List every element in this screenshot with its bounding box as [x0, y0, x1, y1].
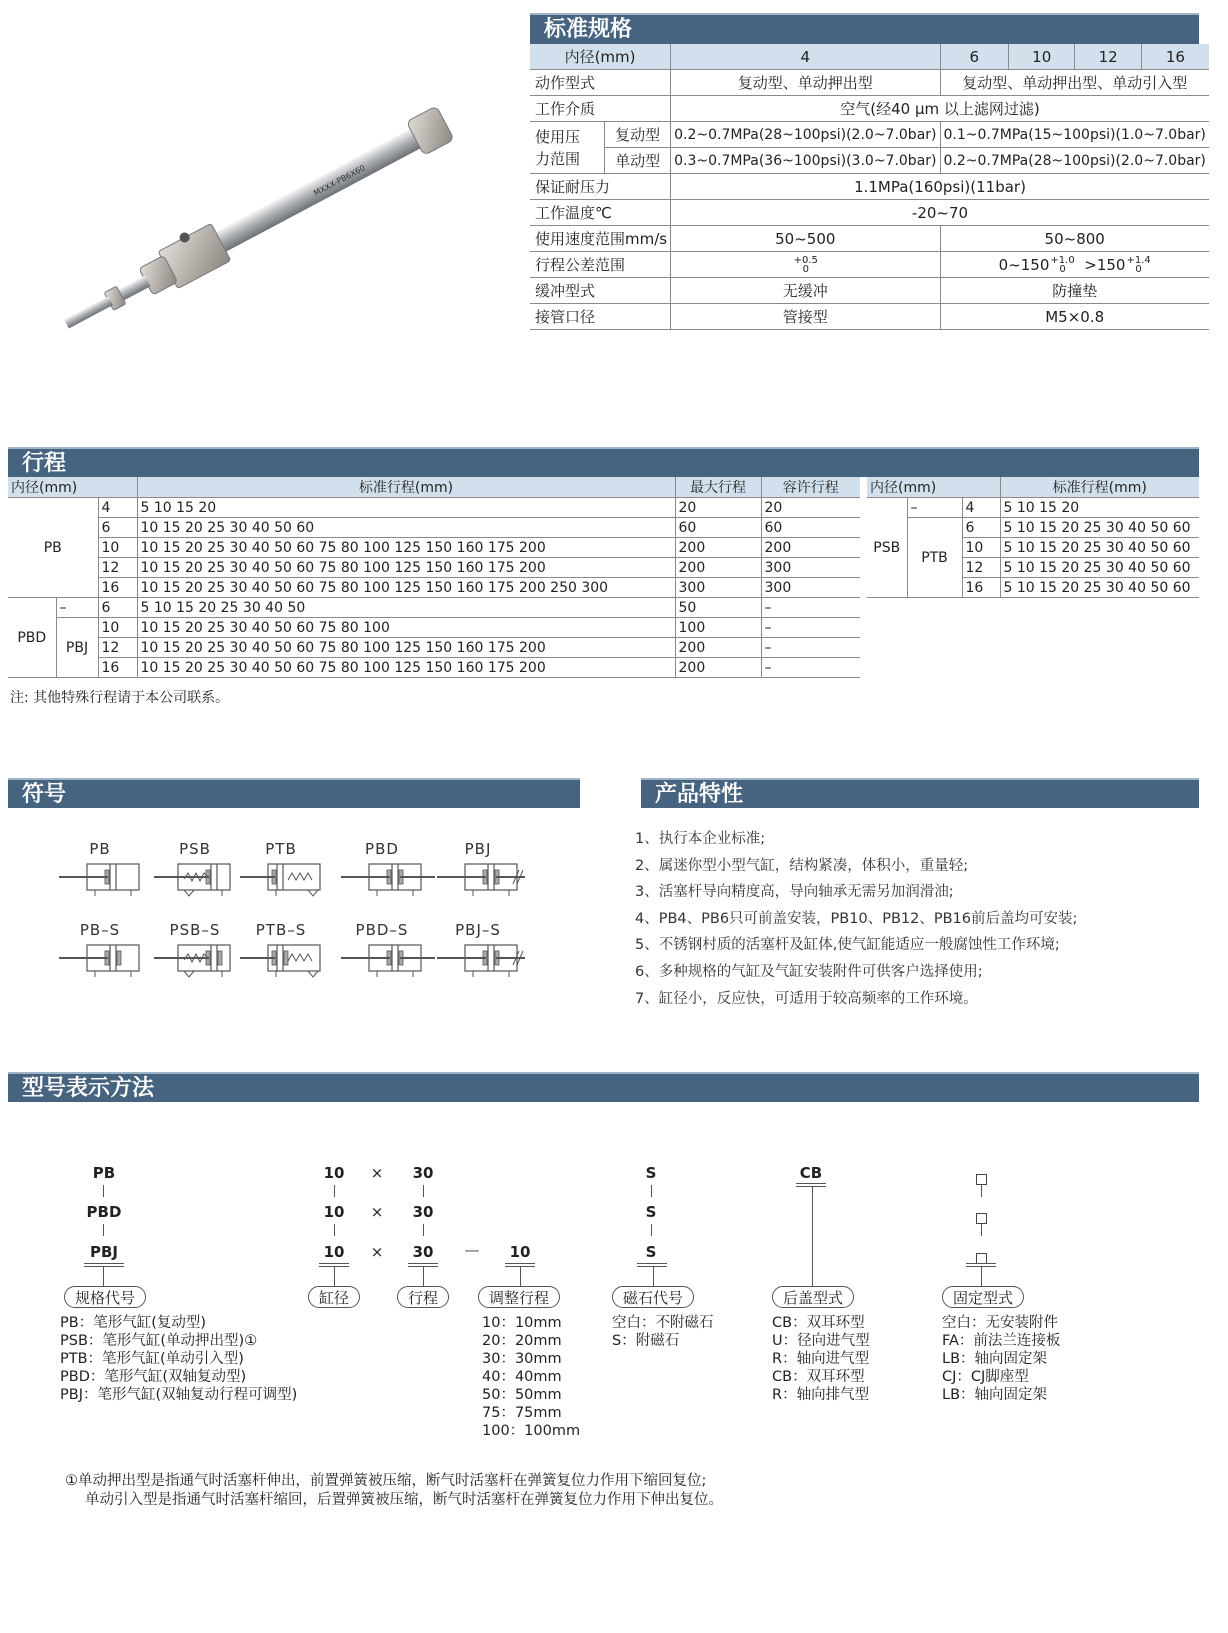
- stroke-note: 注: 其他特殊行程请于本公司联系。: [10, 690, 230, 706]
- table-row: 12 10 15 20 25 30 40 50 60 75 80 100 125 150 160 175 200 200 300: [8, 558, 860, 578]
- symbol-label: PBJ–S: [455, 921, 501, 939]
- table-row: 16 5 10 15 20 25 30 40 50 60: [867, 578, 1199, 598]
- symbol-pbd: [337, 840, 427, 904]
- stroke-section-header: 行程: [8, 447, 1199, 477]
- cylinder-symbol-icon: [150, 939, 250, 981]
- cylinder-symbol-icon: [236, 939, 336, 981]
- pressure-label-1: 使用压: [535, 127, 581, 146]
- symbol-label: PBD: [365, 840, 399, 858]
- ptb-group-label: PTB: [907, 518, 962, 598]
- code-series-pb: PB: [92, 1164, 116, 1182]
- symbol-pbj: [433, 840, 523, 904]
- spec-row-speed: 使用速度范围mm/s 50~500 50~800: [530, 226, 1209, 252]
- feature-item: 5、不锈钢村质的活塞杆及缸体,使气缸能适应一般腐蚀性工作环境;: [635, 937, 1060, 954]
- rear-cover-pill: 后盖型式: [772, 1286, 854, 1308]
- adjust-stroke-pill: 调整行程: [478, 1286, 560, 1308]
- mount-type-list: 空白：无安装附件 FA：前法兰连接板 LB：轴向固定架 CJ：CJ脚座型 LB：轴向固定架: [942, 1315, 1061, 1403]
- spec-row-proof: 保证耐压力 1.1MPa(160psi)(11bar): [530, 174, 1209, 200]
- code-series-pbd: PBD: [86, 1203, 122, 1221]
- magnet-code-pill: 磁石代号: [612, 1286, 694, 1308]
- symbol-ptb: [236, 840, 326, 904]
- pressure-label-2: 力范围: [535, 149, 581, 168]
- spec-row-port: 接管口径 管接型 M5×0.8: [530, 304, 1209, 330]
- spec-row-temp: 工作温度℃ -20~70: [530, 200, 1209, 226]
- model-section-header: 型号表示方法: [8, 1072, 1199, 1102]
- bore-12: 12: [1075, 44, 1141, 70]
- code-adjust: 10: [509, 1243, 531, 1261]
- feature-item: 3、活塞杆导向精度高，导向轴承无需另加润滑油;: [635, 884, 954, 901]
- pbd-group-label: PBD: [8, 598, 56, 678]
- symbol-pbd-s: [337, 921, 427, 985]
- stroke-table-right: 内径(mm) 标准行程(mm) PSB – 4 5 10 15 20 PTB 6 5 10 15 20 25 30 40 50 60 10 5 10 15 20 25 30 40 50 60 12 5 10 15 20 25 30 40 50 60 16 5 10 15 20 25 30 40 50 60: [867, 477, 1199, 598]
- bore-10: 10: [1009, 44, 1075, 70]
- bore-16: 16: [1141, 44, 1209, 70]
- spec-row-tolerance: 行程公差范围 $^{+0.5 0}$ 0~150 $^{+1.0 0}$ >150 $^{+1.4 0}$: [530, 252, 1209, 278]
- feature-item: 1、执行本企业标准;: [635, 831, 766, 847]
- symbol-ptb-s: [236, 921, 326, 985]
- cylinder-symbol-icon: [433, 939, 533, 981]
- table-row: 16 10 15 20 25 30 40 50 60 75 80 100 125 150 160 175 200 200 –: [8, 658, 860, 678]
- symbol-pb: [55, 840, 145, 904]
- table-row: 12 5 10 15 20 25 30 40 50 60: [867, 558, 1199, 578]
- symbol-label: PBJ: [464, 840, 492, 858]
- symbol-label: PTB: [265, 840, 297, 858]
- symbol-pb-s: [55, 921, 145, 985]
- table-row: 6 10 15 20 25 30 40 50 60 60 60: [8, 518, 860, 538]
- cylinder-symbol-icon: [150, 858, 250, 900]
- feature-item: 6、多种规格的气缸及气缸安装附件可供客户选择使用;: [635, 963, 983, 980]
- table-row: 10 10 15 20 25 30 40 50 60 75 80 100 125 150 160 175 200 200 200: [8, 538, 860, 558]
- symbol-pbj-s: [433, 921, 523, 985]
- svg-text:MXXX-PB6X60: MXXX-PB6X60: [312, 163, 367, 198]
- feature-item: 4、PB4、PB6只可前盖安装，PB10、PB12、PB16前后盖均可安装;: [635, 910, 1078, 927]
- table-row: PBJ 10 10 15 20 25 30 40 50 60 75 80 100 100 –: [8, 618, 860, 638]
- features-list: [635, 826, 1077, 1012]
- symbol-label: PB–S: [79, 921, 121, 939]
- bore-pill: 缸径: [308, 1286, 360, 1308]
- cylinder-product-image: [50, 95, 490, 340]
- feature-item: 2、属迷你型小型气缸，结构紧凑，体积小，重量轻;: [635, 857, 969, 874]
- mount-type-pill: 固定型式: [942, 1286, 1024, 1308]
- feature-item: 7、缸径小，反应快，可适用于较高频率的工作环境。: [635, 990, 978, 1007]
- symbols-section-header: 符号: [8, 778, 580, 808]
- pb-group-label: PB: [8, 498, 98, 598]
- psb-group-label: PSB: [867, 498, 907, 598]
- table-row: PSB – 4 5 10 15 20: [867, 498, 1199, 518]
- symbol-label: PBD–S: [355, 921, 409, 939]
- symbol-psb: [150, 840, 240, 904]
- stroke-std-header: 标准行程(mm): [137, 477, 675, 498]
- spec-row-pressure-double: 使用压 力范围 复动型 0.2~0.7MPa(28~100psi)(2.0~7.0bar) 0.1~0.7MPa(15~100psi)(1.0~7.0bar): [530, 122, 1209, 148]
- features-section-header: 产品特性: [641, 778, 1199, 808]
- spec-row-action: 动作型式 复动型、单动押出型 复动型、单动押出型、单动引入型: [530, 70, 1209, 96]
- symbol-label: PSB–S: [169, 921, 221, 939]
- cylinder-symbol-icon: [55, 939, 155, 981]
- code-series-pbj: PBJ: [89, 1243, 118, 1261]
- stroke-pill: 行程: [397, 1286, 449, 1308]
- pbj-group-label: PBJ: [56, 618, 98, 678]
- bore-header: 内径(mm): [530, 44, 671, 70]
- table-row: 16 10 15 20 25 30 40 50 60 75 80 100 125 150 160 175 200 250 300 300 300: [8, 578, 860, 598]
- code-stroke: 30: [412, 1164, 434, 1182]
- stroke-table-left: [8, 477, 860, 678]
- magnet-code-list: 空白：不附磁石 S：附磁石: [612, 1315, 714, 1349]
- table-row: PTB 6 5 10 15 20 25 30 40 50 60: [867, 518, 1199, 538]
- spec-row-cushion: 缓冲型式 无缓冲 防撞垫: [530, 278, 1209, 304]
- rear-cover-list: CB：双耳环型 U：径向进气型 R：轴向进气型 CB：双耳环型 R：轴向排气型: [772, 1315, 870, 1403]
- bore-4: 4: [671, 44, 940, 70]
- table-row: PB 4 5 10 15 20 20 20: [8, 498, 860, 518]
- symbol-label: PSB: [179, 840, 211, 858]
- cylinder-symbol-icon: [433, 858, 533, 900]
- symbol-label: PB: [89, 840, 111, 858]
- spec-section-header: 标准规格: [530, 13, 1199, 44]
- spec-table: [530, 44, 1209, 330]
- symbol-psb-s: [150, 921, 240, 985]
- series-code-list: PB：笔形气缸(复动型) PSB：笔形气缸(单动押出型)① PTB：笔形气缸(单动引入型) PBD：笔形气缸(双轴复动型) PBJ：笔形气缸(双轴复动行程可调型): [60, 1315, 298, 1403]
- cylinder-symbol-icon: [337, 939, 437, 981]
- footnote: ①单动押出型是指通气时活塞杆伸出，前置弹簧被压缩，断气时活塞杆在弹簧复位力作用下缩回复位; 单动引入型是指通气时活塞杆缩回，后置弹簧被压缩，断气时活塞杆在弹簧复位力作用下伸出复位。: [65, 1473, 723, 1508]
- stroke-allow-header: 容许行程: [761, 477, 860, 498]
- table-row: PBD – 6 5 10 15 20 25 30 40 50 50 –: [8, 598, 860, 618]
- table-row: 12 10 15 20 25 30 40 50 60 75 80 100 125 150 160 175 200 200 –: [8, 638, 860, 658]
- code-cover: CB: [799, 1164, 823, 1182]
- adjust-stroke-list: 10：10mm 20：20mm 30：30mm 40：40mm 50：50mm 75：75mm 100：100mm: [482, 1315, 581, 1439]
- cylinder-symbol-icon: [55, 858, 155, 900]
- stroke-max-header: 最大行程: [675, 477, 761, 498]
- code-bore: 10: [323, 1164, 345, 1182]
- symbol-label: PTB–S: [255, 921, 307, 939]
- spec-row-pressure-single: 单动型 0.3~0.7MPa(36~100psi)(3.0~7.0bar) 0.2~0.7MPa(28~100psi)(2.0~7.0bar): [530, 148, 1209, 174]
- table-row: 10 5 10 15 20 25 30 40 50 60: [867, 538, 1199, 558]
- code-magnet: S: [645, 1164, 657, 1182]
- series-code-pill: 规格代号: [64, 1286, 146, 1308]
- cylinder-symbol-icon: [236, 858, 336, 900]
- stroke-bore-header: 内径(mm): [8, 477, 137, 498]
- cylinder-symbol-icon: [337, 858, 437, 900]
- spec-row-medium: 工作介质 空气(经40 μm 以上滤网过滤): [530, 96, 1209, 122]
- bore-6: 6: [940, 44, 1009, 70]
